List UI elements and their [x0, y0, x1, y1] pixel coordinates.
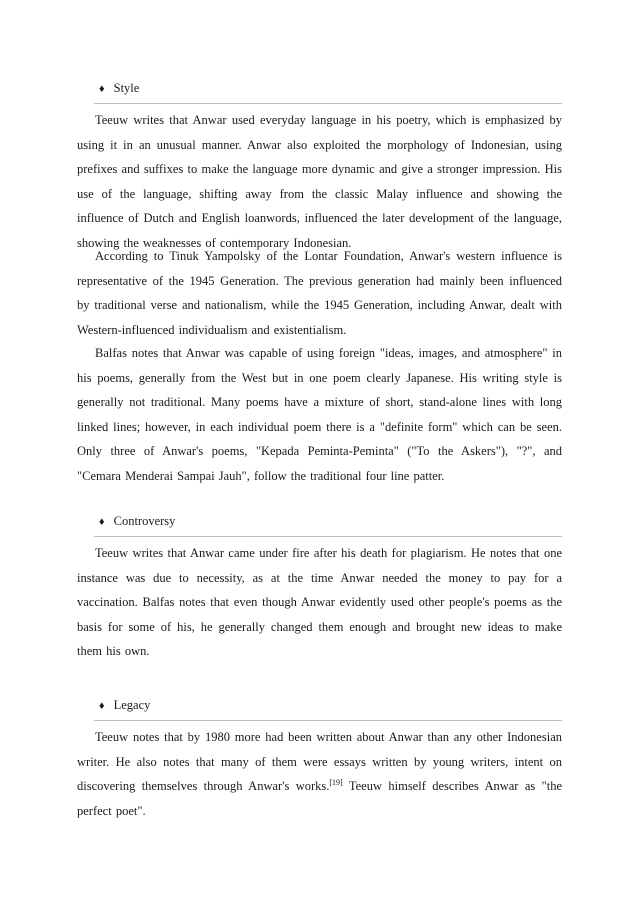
- section-divider: [94, 536, 562, 537]
- section-heading-controversy: [99, 513, 175, 530]
- diamond-bullet-icon: ♦: [99, 83, 105, 95]
- heading-text: Style: [113, 81, 140, 95]
- section-heading-style: [99, 80, 139, 97]
- paragraph: Balfas notes that Anwar was capable of using foreign "ideas, images, and atmosphere" in his poems, generally from the West but in one poem clearly Japanese. His writing style is generally not traditional. Many poems have a mixture of short, stand-alone lines with long linked lines; however, in each individual poem there is a "definite form" which can be seen. Only three of Anwar's poems, "Kepada Peminta-Peminta" ("To the Askers"), "?", and "Cemara Menderai Sampai Jauh", follow the traditional four line patter.: [77, 346, 562, 483]
- paragraph-text: Teeuw himself describes Anwar as "the perfect poet".: [77, 779, 562, 818]
- paragraph-text: Teeuw notes that by 1980 more had been written about Anwar than any other Indonesian writer. He also notes that many of them were essays written by young writers, intent on discovering themselves through Anwar's works.: [77, 730, 562, 794]
- paragraph: Teeuw writes that Anwar came under fire after his death for plagiarism. He notes that one instance was due to necessity, as at the time Anwar needed the money to pay for a vaccination. Balfas notes that even though Anwar evidently used other people's poems as the basis for some of his, he generally changed them enough and brought new ideas to make them his own.: [77, 546, 562, 659]
- section-divider: [94, 720, 562, 721]
- paragraph: [77, 725, 562, 823]
- citation-link[interactable]: [19]: [329, 778, 343, 788]
- section-divider: [94, 103, 562, 104]
- heading-text: Legacy: [113, 698, 151, 712]
- paragraph: According to Tinuk Yampolsky of the Lontar Foundation, Anwar's western influence is representative of the 1945 Generation. The previous generation had mainly been influenced by traditional verse and nationalism, while the 1945 Generation, including Anwar, dealt with Western-influenced individualism and existentialism.: [77, 249, 562, 337]
- paragraph: Teeuw writes that Anwar used everyday language in his poetry, which is emphasized by using it in an unusual manner. Anwar also exploited the morphology of Indonesian, using prefixes and suffixes to make the language more dynamic and give a stronger impression. His use of the language, shifting away from the classic Malay influence and showing the influence of Dutch and English loanwords, influenced the later development of the language, showing the weaknesses of contemporary Indonesian.: [77, 113, 562, 250]
- heading-text: Controversy: [113, 514, 176, 528]
- diamond-bullet-icon: ♦: [99, 700, 105, 712]
- diamond-bullet-icon: ♦: [99, 516, 105, 528]
- section-heading-legacy: [99, 697, 150, 714]
